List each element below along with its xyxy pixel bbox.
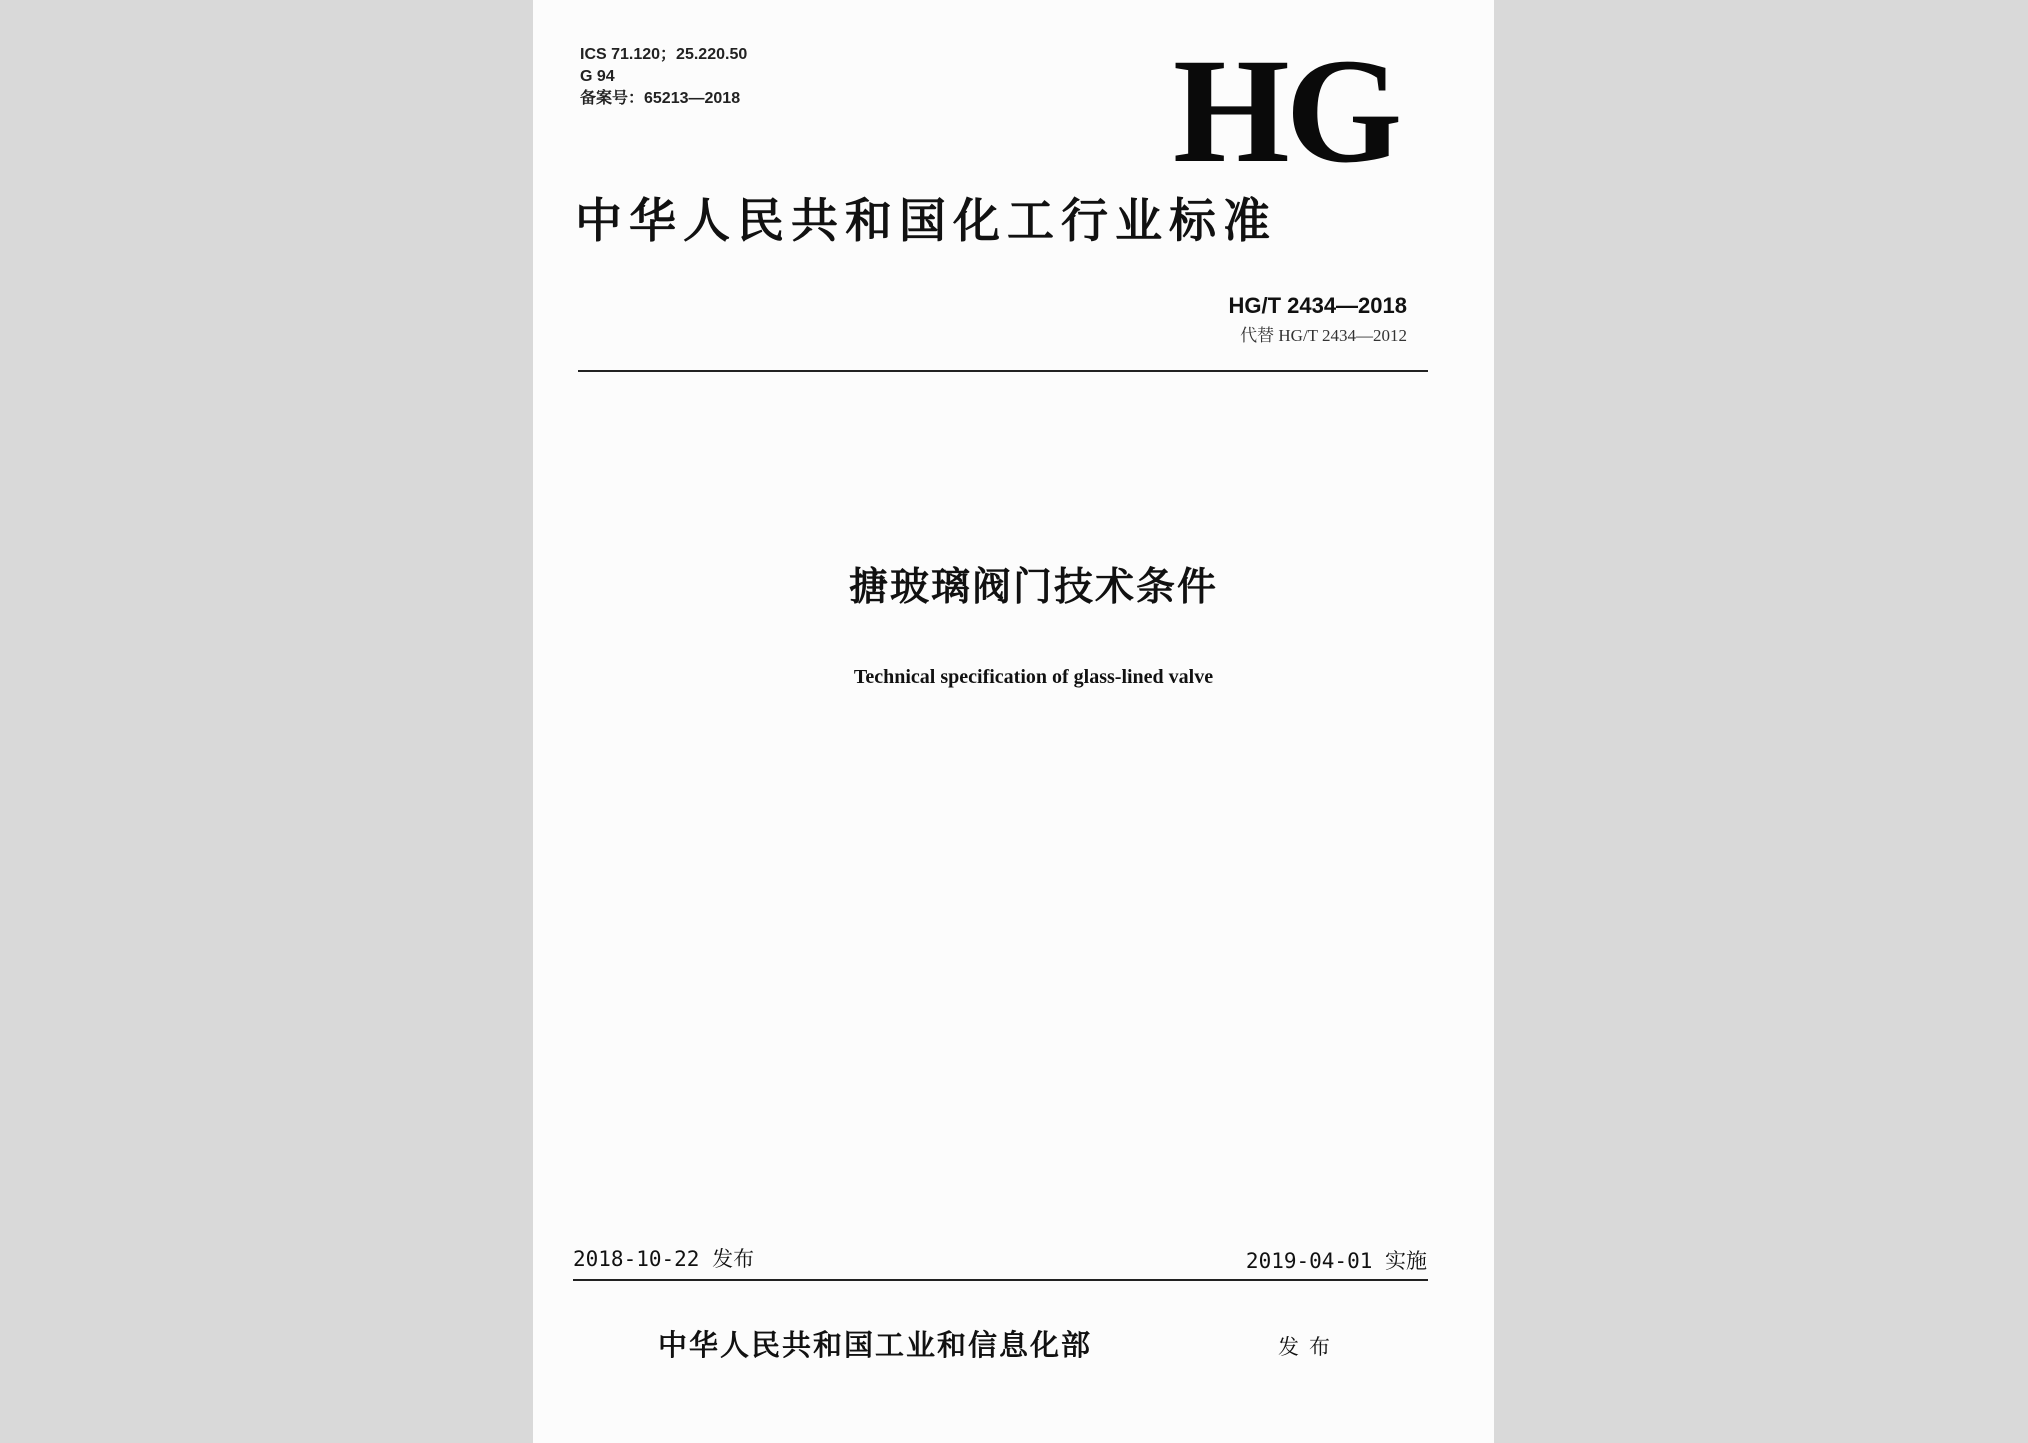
ccs-code: G 94: [580, 68, 615, 85]
replaced-standard: 代替 HG/T 2434—2012: [1240, 326, 1407, 345]
standard-category-title: 中华人民共和国化工行业标准: [575, 194, 1277, 249]
publisher-action: 发布: [1278, 1335, 1340, 1359]
document-title-english: Technical specification of glass-lined valve: [853, 666, 1214, 688]
classification-block: [580, 44, 747, 110]
ics-code: ICS 71.120；25.220.50: [580, 46, 748, 63]
issue-date: 2018-10-22 发布: [573, 1247, 755, 1271]
effective-date: 2019-04-01 实施: [1245, 1249, 1427, 1273]
document-title-chinese: 搪玻璃阀门技术条件: [848, 565, 1218, 610]
standard-number: HG/T 2434—2018: [1228, 293, 1407, 318]
bottom-divider: [573, 1279, 1428, 1281]
hg-logo: HG: [1173, 28, 1399, 194]
top-divider: [578, 370, 1428, 372]
standard-cover-page: [533, 0, 1494, 1443]
publisher-name: 中华人民共和国工业和信息化部: [658, 1328, 1093, 1362]
filing-number: 备案号：65213—2018: [580, 90, 741, 107]
